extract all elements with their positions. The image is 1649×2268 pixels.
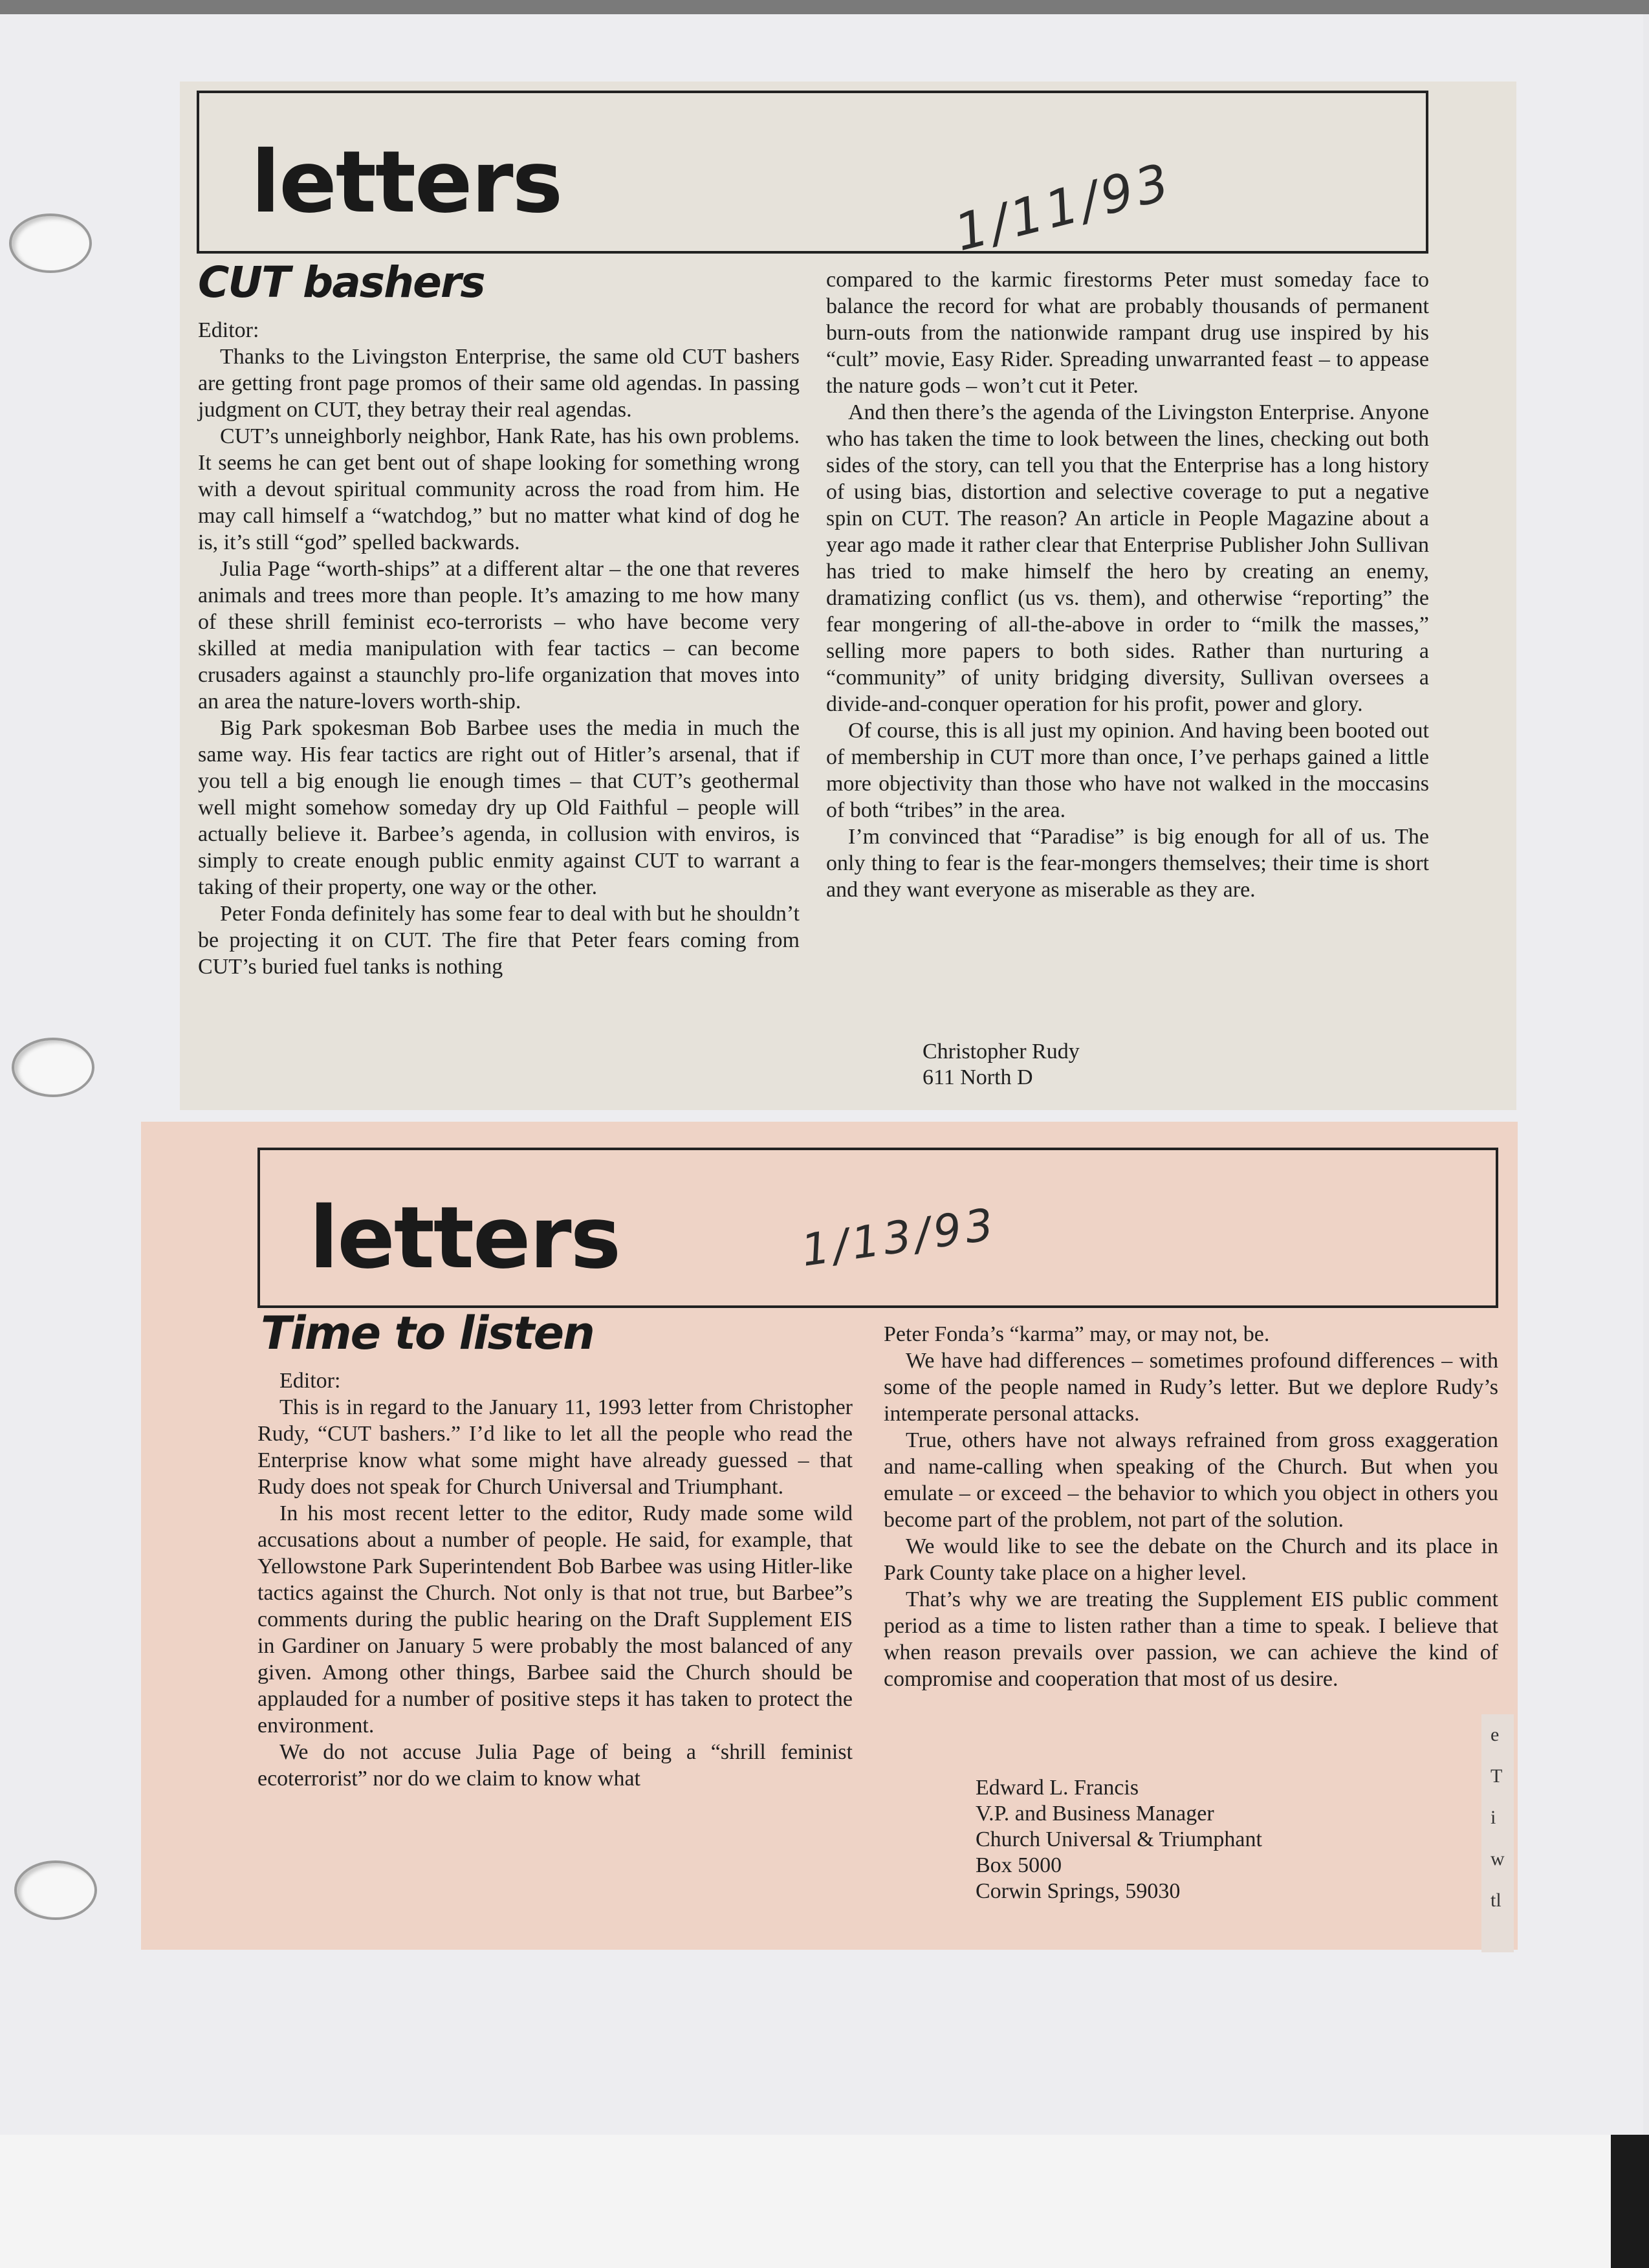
signature-organization: Church Universal & Triumphant: [976, 1827, 1262, 1851]
paragraph: True, others have not always refrained from gross exaggeration and name-calling when speaking of the Church. But when you emulate – or exceed – the behavior to which you object in others you become part of the problem, not part of the solution.: [884, 1428, 1498, 1532]
fragment-letter: e: [1491, 1724, 1500, 1745]
scan-bottom-shadow: [1611, 2135, 1649, 2268]
paragraph: I’m convinced that “Paradise” is big enough for all of us. The only thing to fear is the fear-mongers themselves; their time is short and they want everyone as miserable as they are.: [826, 825, 1429, 902]
salutation: Editor:: [198, 318, 259, 342]
fragment-letter: w: [1491, 1848, 1505, 1870]
letter-column-1: [257, 1368, 853, 1792]
handwritten-date: 1/11/93: [949, 152, 1179, 263]
binder-hole-middle: [12, 1038, 94, 1097]
paragraph: Peter Fonda’s “karma” may, or may not, be.: [884, 1322, 1270, 1346]
paragraph: Thanks to the Livingston Enterprise, the same old CUT bashers are getting front page promos of their same old agendas. In passing judgment on CUT, they betray their real agendas.: [198, 345, 800, 422]
paragraph: We would like to see the debate on the Church and its place in Park County take place on a higher level.: [884, 1534, 1498, 1585]
paragraph: We do not accuse Julia Page of being a “shrill feminist ecoterrorist” nor do we claim to know what: [257, 1740, 853, 1791]
adjacent-column-fragment: [1481, 1714, 1514, 1952]
letter-column-2: [826, 267, 1429, 903]
signature-name: Edward L. Francis: [976, 1776, 1139, 1800]
signature-title: V.P. and Business Manager: [976, 1802, 1214, 1826]
fragment-letter: i: [1491, 1807, 1496, 1828]
signature-block: [976, 1775, 1262, 1904]
section-label: letters: [309, 1188, 620, 1288]
paragraph: Julia Page “worth-ships” at a different altar – the one that reveres animals and trees more than people. It’s amazing to me how many of these shrill feminist eco-terrorists – who have become very skilled at media manipulation with fear tactics – can become crusaders against a staunchly pro-life organization that moves into an area the nature-lovers worth-ship.: [198, 557, 800, 714]
fragment-letter: T: [1491, 1765, 1503, 1787]
signature-city: Corwin Springs, 59030: [976, 1879, 1181, 1903]
binder-hole-top: [9, 213, 92, 273]
paragraph: Peter Fonda definitely has some fear to deal with but he shouldn’t be projecting it on CUT. The fire that Peter fears coming from CUT’s buried fuel tanks is nothing: [198, 902, 800, 979]
binder-hole-bottom: [14, 1860, 97, 1920]
paragraph: Of course, this is all just my opinion. And having been booted out of membership in CUT more than once, I’ve perhaps gained a little more objectivity than those who have not walked in the moccasins of both “tribes” in the area.: [826, 719, 1429, 822]
paragraph: And then there’s the agenda of the Livingston Enterprise. Anyone who has taken the time to look between the lines, checking out both sides of the story, can tell you that the Enterprise has a long history of using bias, distortion and selective coverage to put a negative spin on CUT. The reason? An article in People Magazine about a year ago made it rather clear that Enterprise Publisher John Sullivan has tried to make himself the hero by creating an enemy, dramatizing conflict (us vs. them), and otherwise “reporting” the fear mongering of all-the-above in order to “milk the masses,” selling more papers to both sides. Rather than nurturing a “community” of unity bridging diversity, Sullivan oversees a divide-and-conquer operation for his profit, power and glory.: [826, 400, 1429, 716]
paragraph: That’s why we are treating the Supplement EIS public comment period as a time to listen rather than a time to speak. I believe that when reason prevails over passion, we can achieve the kind of compromise and cooperation that most of us desire.: [884, 1587, 1498, 1691]
paragraph: CUT’s unneighborly neighbor, Hank Rate, has his own problems. It seems he can get bent out of shape looking for something wrong with a devout spiritual community across the road from him. He may call himself a “watchdog,” but no matter what kind of dog he is, it’s still “god” spelled backwards.: [198, 424, 800, 554]
paragraph: compared to the karmic firestorms Peter must someday face to balance the record for what are probably thousands of permanent burn-outs from the nationwide rampant drug use inspired by his “cult” movie, Easy Rider. Spreading unwarranted feast – to appease the nature gods – won’t cut it Peter.: [826, 268, 1429, 398]
letter-column-1: [198, 317, 800, 980]
clipping-cut-bashers: [180, 82, 1516, 1110]
signature-box: Box 5000: [976, 1853, 1062, 1877]
letter-column-2: [884, 1321, 1498, 1692]
paragraph: Big Park spokesman Bob Barbee uses the media in much the same way. His fear tactics are right out of Hitler’s arsenal, that if you tell a big enough lie enough times – that CUT’s geothermal well might somehow someday dry up Old Faithful – people will actually believe it. Barbee’s agenda, in collusion with enviros, is simply to create enough public enmity against CUT to warrant a taking of their property, one way or the other.: [198, 716, 800, 899]
paragraph: This is in regard to the January 11, 1993 letter from Christopher Rudy, “CUT bashers.” I’d like to let all the people who read the Enterprise know what some might have already guessed – that Rudy does not speak for Church Universal and Triumphant.: [257, 1395, 853, 1499]
paragraph: In his most recent letter to the editor, Rudy made some wild accusations about a number of people. He said, for example, that Yellowstone Park Superintendent Bob Barbee was using Hitler-like tactics against the Church. Not only is that not true, but Barbee”s comments during the public hearing on the Draft Supplement EIS in Gardiner on January 5 were probably the most balanced of any given. Among other things, Barbee said the Church should be applauded for a number of positive steps it has taken to protect the environment.: [257, 1501, 853, 1738]
section-label: letters: [251, 133, 562, 232]
letter-headline: CUT bashers: [198, 257, 485, 307]
signature-address: 611 North D: [923, 1065, 1033, 1089]
fragment-letter: tl: [1491, 1890, 1502, 1911]
scanner-top-edge: [0, 0, 1649, 14]
signature-block: [923, 1039, 1080, 1091]
handwritten-date: 1/13/93: [798, 1199, 1001, 1277]
salutation: Editor:: [279, 1369, 341, 1393]
clipping-time-to-listen: [141, 1122, 1518, 1950]
letter-headline: Time to listen: [261, 1307, 594, 1360]
signature-name: Christopher Rudy: [923, 1040, 1080, 1063]
paragraph: We have had differences – sometimes profound differences – with some of the people named in Rudy’s letter. But we deplore Rudy’s intemperate personal attacks.: [884, 1349, 1498, 1426]
scan-bottom-margin: [0, 2135, 1649, 2268]
